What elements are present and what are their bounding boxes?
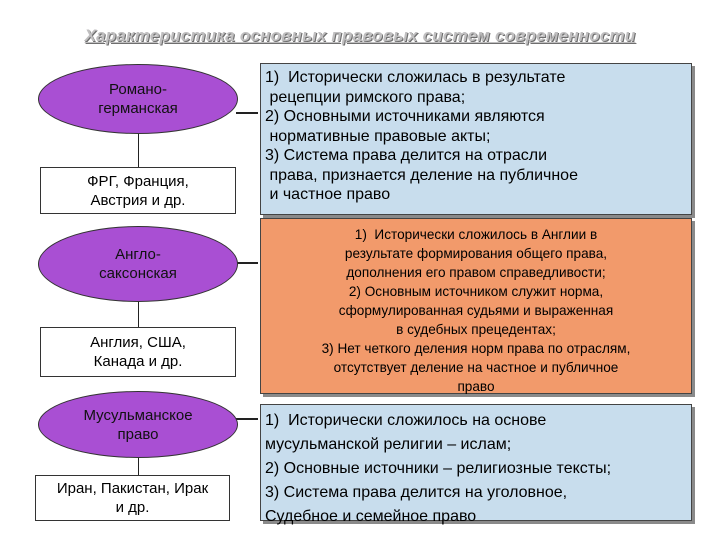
description-box-muslim-law xyxy=(260,404,692,525)
connector-line-h2 xyxy=(236,262,258,264)
description-box-romano-germanic xyxy=(260,63,692,215)
description-line: 3) Система права делится на уголовное, xyxy=(265,484,568,501)
connector-line-h3 xyxy=(236,418,258,420)
description-line: мусульманской религии – ислам; xyxy=(265,436,512,453)
description-line: отсутствует деление на частное и публичное xyxy=(333,360,619,375)
description-box-anglo-saxon xyxy=(260,218,692,394)
description-line: рецепции римского права; xyxy=(265,88,466,106)
description-line: дополнения его правом справедливости; xyxy=(346,265,606,280)
page-title: Характеристика основных правовых систем современности xyxy=(84,26,636,45)
description-line: 1) Исторически сложилось на основе xyxy=(265,412,547,429)
description-line: 3) Нет четкого деления норм права по отраслям, xyxy=(321,341,631,356)
countries-box-anglo-saxon: Англия, США, Канада и др. xyxy=(40,327,236,377)
description-line: 1) Исторически сложилось в Англии в xyxy=(354,227,598,242)
system-oval-muslim-law: Мусульманское право xyxy=(38,391,238,458)
description-line: нормативные правовые акты; xyxy=(265,127,491,145)
description-line: 2) Основным источником служит норма, xyxy=(348,284,604,299)
description-line: 3) Система права делится на отрасли xyxy=(265,147,548,164)
connector-line-1 xyxy=(138,132,139,168)
countries-box-romano-germanic: ФРГ, Франция, Австрия и др. xyxy=(40,167,236,214)
description-line: права, признается деление на публичное xyxy=(265,166,578,184)
description-line: 1) Исторически сложилась в результате xyxy=(265,69,566,86)
connector-line-h1 xyxy=(236,112,258,114)
description-line: результате формирования общего права, xyxy=(344,246,608,261)
description-line: право xyxy=(457,379,495,394)
description-line: сформулированная судьями и выраженная xyxy=(338,303,614,318)
system-oval-anglo-saxon: Англо- саксонская xyxy=(38,226,238,302)
connector-line-2 xyxy=(138,301,139,328)
countries-box-muslim-law: Иран, Пакистан, Ирак и др. xyxy=(35,475,230,521)
description-line: 2) Основными источниками являются xyxy=(265,108,545,125)
description-line: Судебное и семейное право xyxy=(265,508,477,525)
description-line: 2) Основные источники – религиозные тексты; xyxy=(265,460,612,477)
description-line: и частное право xyxy=(265,186,391,203)
description-line: в судебных прецедентах; xyxy=(396,322,556,337)
system-oval-romano-germanic: Романо- германская xyxy=(38,64,238,134)
connector-line-3 xyxy=(138,456,139,476)
